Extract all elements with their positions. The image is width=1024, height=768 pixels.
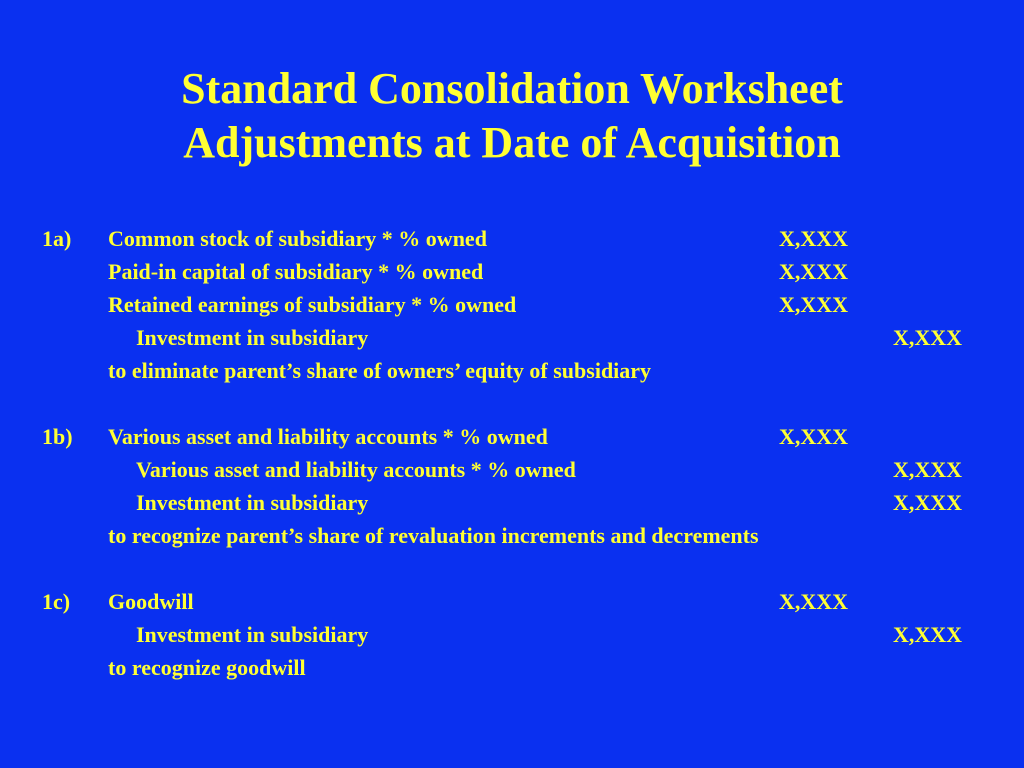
entry-1a-line-4 xyxy=(0,321,1024,354)
entry-1b-line-2 xyxy=(0,453,1024,486)
debit-account: Retained earnings of subsidiary * % owned xyxy=(108,292,517,317)
entry-label: 1b) xyxy=(42,424,73,449)
debit-amount: X,XXX xyxy=(779,292,849,317)
journal-entries xyxy=(0,222,1024,684)
entry-1c-line-2 xyxy=(0,618,1024,651)
entry-1b-line-3 xyxy=(0,486,1024,519)
entry-1a-line-2 xyxy=(0,255,1024,288)
debit-amount: X,XXX xyxy=(779,226,849,251)
spacer xyxy=(0,387,1024,420)
entry-1a-line-1 xyxy=(0,222,1024,255)
credit-amount: X,XXX xyxy=(893,490,963,515)
debit-account: Goodwill xyxy=(108,589,194,614)
entry-explanation: to recognize goodwill xyxy=(108,655,306,680)
entry-1b-note xyxy=(0,519,1024,552)
slide-title xyxy=(0,62,1024,170)
entry-1a-note xyxy=(0,354,1024,387)
credit-account: Investment in subsidiary xyxy=(136,490,369,515)
credit-amount: X,XXX xyxy=(893,325,963,350)
entry-explanation: to eliminate parent’s share of owners’ equity of subsidiary xyxy=(108,358,652,383)
title-line-1: Standard Consolidation Worksheet xyxy=(181,64,843,113)
entry-label: 1c) xyxy=(42,589,71,614)
entry-explanation: to recognize parent’s share of revaluation increments and decrements xyxy=(108,523,759,548)
entry-1c-line-1 xyxy=(0,585,1024,618)
debit-amount: X,XXX xyxy=(779,424,849,449)
debit-account: Common stock of subsidiary * % owned xyxy=(108,226,487,251)
credit-account: Investment in subsidiary xyxy=(136,622,369,647)
title-line-2: Adjustments at Date of Acquisition xyxy=(183,118,841,167)
debit-account: Various asset and liability accounts * % owned xyxy=(108,424,548,449)
debit-account: Paid-in capital of subsidiary * % owned xyxy=(108,259,484,284)
entry-label: 1a) xyxy=(42,226,72,251)
credit-account: Investment in subsidiary xyxy=(136,325,369,350)
entry-1a-line-3 xyxy=(0,288,1024,321)
spacer xyxy=(0,552,1024,585)
credit-account: Various asset and liability accounts * % owned xyxy=(136,457,576,482)
entry-1b-line-1 xyxy=(0,420,1024,453)
entry-1c-note xyxy=(0,651,1024,684)
credit-amount: X,XXX xyxy=(893,457,963,482)
debit-amount: X,XXX xyxy=(779,259,849,284)
credit-amount: X,XXX xyxy=(893,622,963,647)
debit-amount: X,XXX xyxy=(779,589,849,614)
